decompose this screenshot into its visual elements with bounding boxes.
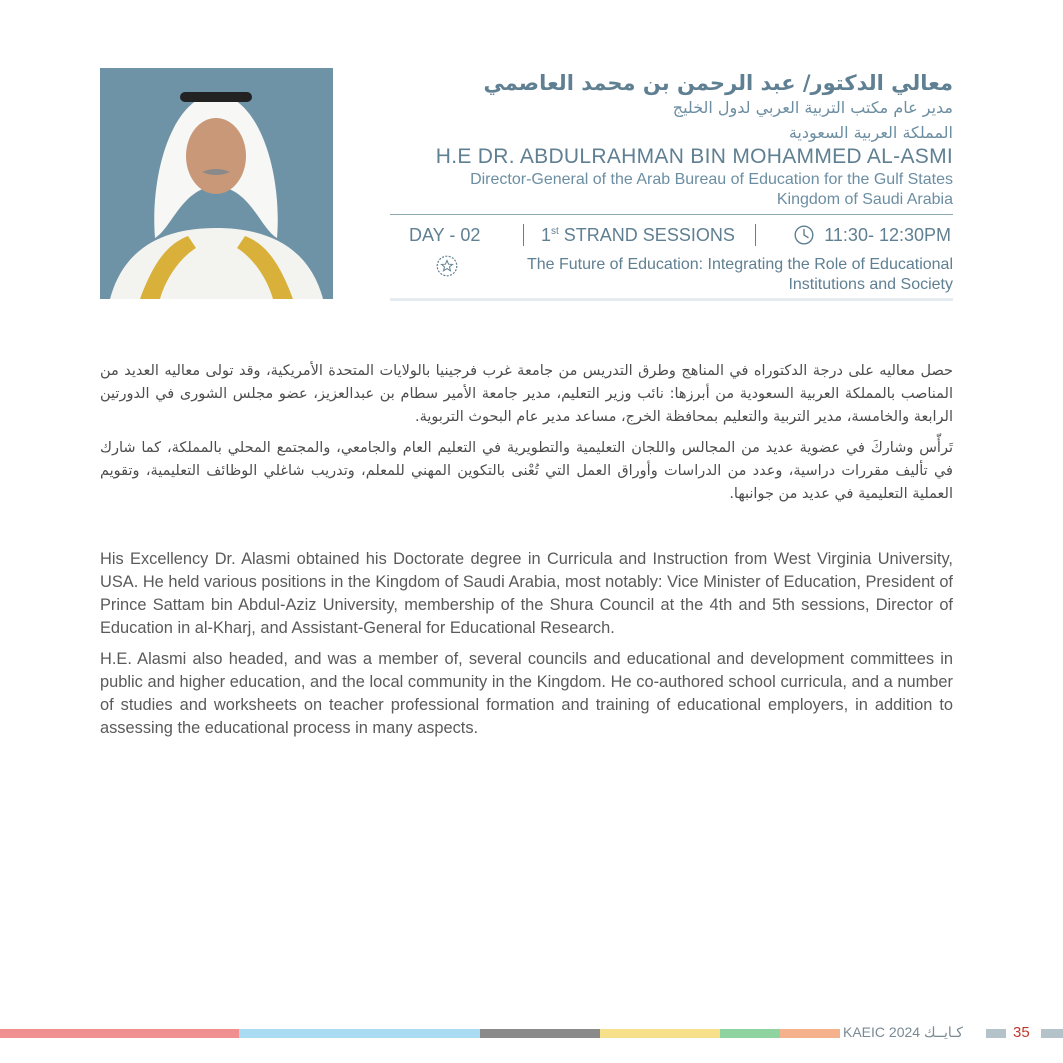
- footer-marker: [986, 1029, 1006, 1038]
- speaker-position-arabic: مدير عام مكتب التربية العربي لدول الخليج: [672, 98, 953, 117]
- biography-arabic: [100, 360, 953, 514]
- session-strand: [541, 225, 735, 246]
- speaker-name-arabic: معالي الدكتور/ عبد الرحمن بن محمد العاصمي: [483, 71, 953, 95]
- speaker-portrait-image: [100, 68, 333, 299]
- footer-marker: [1041, 1029, 1063, 1038]
- session-info-row: [390, 224, 953, 248]
- strand-ordinal: st: [551, 226, 559, 237]
- session-topic-line1: The Future of Education: Integrating the Role of Educational: [526, 256, 953, 273]
- bio-ar-paragraph: حصل معاليه على درجة الدكتوراه في المناهج وطرق التدريس من جامعة غرب فرجينيا بالولايات المتحدة الأمريكية، وقد تولى معاليه العديد من المناصب بالمملكة العربية السعودية من أبرزها: نائب وزير التعليم، مدير جامعة الأمير سطام بن عبدالعزيز، عضو مجلس الشورى في الدورتين الرابعة والخامسة، مدير التربية والتعليم بمحافظة الخرج، مساعد مدير عام البحوث التربوية.: [100, 363, 953, 425]
- bio-en-paragraph: H.E. Alasmi also headed, and was a member of, several councils and educational and development committees in public and higher education, and the local community in the Kingdom. He co-authored school curricula, and a number of studies and worksheets on teacher professional formation and training of educational employers, in addition to assessing the educational process in many aspects.: [100, 650, 953, 737]
- speaker-country-english: Kingdom of Saudi Arabia: [776, 191, 953, 208]
- biography-english: [100, 548, 953, 748]
- session-topic-line2: Institutions and Society: [788, 276, 953, 293]
- speaker-name-english: H.E DR. ABDULRAHMAN BIN MOHAMMED AL-ASMI: [435, 145, 953, 168]
- speaker-photo: [100, 68, 333, 299]
- strand-label: STRAND SESSIONS: [558, 225, 735, 245]
- divider: [755, 224, 756, 246]
- session-day: DAY - 02: [409, 225, 481, 245]
- star-badge-icon: [436, 255, 458, 277]
- session-time: 11:30- 12:30PM: [824, 225, 951, 245]
- footer-stripe-3: [480, 1029, 600, 1038]
- bio-ar-paragraph: تَرأّس وشاركَ في عضوية عديد من المجالس واللجان التعليمية والتطويرية في التعليم العام والجامعي، والمجتمع المحلي بالمملكة، كما شارك في تأليف مقررات دراسية، وعدد من الدراسات وأوراق العمل التي تُعْنى بالتكوين المهني للمعلم، وتدريب شاغلي الوظائف التعليمية، وتقويم العملية التعليمية في عديد من جوانبها.: [100, 440, 953, 502]
- header-divider: [390, 214, 953, 215]
- divider: [523, 224, 524, 246]
- footer-stripe-6: [780, 1029, 840, 1038]
- footer-stripe-5: [720, 1029, 780, 1038]
- footer-stripe-1: [0, 1029, 239, 1038]
- header-bottom-rule: [390, 298, 953, 301]
- page-number: 35: [1013, 1024, 1030, 1041]
- bio-en-paragraph: His Excellency Dr. Alasmi obtained his Doctorate degree in Curricula and Instruction from West Virginia University, USA. He held various positions in the Kingdom of Saudi Arabia, most notably: Vice Minister of Education, President of Prince Sattam bin Abdul-Aziz University, membership of the Shura Council at the 4th and 5th sessions, Director of Education in al-Kharj, and Assistant-General for Educational Research.: [100, 550, 953, 637]
- speaker-position-english: Director-General of the Arab Bureau of Education for the Gulf States: [470, 171, 953, 188]
- footer-event-label: KAEIC 2024 كـايــك: [843, 1024, 963, 1040]
- strand-number: 1: [541, 225, 552, 245]
- speaker-country-arabic: المملكة العربية السعودية: [788, 123, 953, 142]
- clock-icon: [794, 225, 814, 245]
- footer-stripe-2: [239, 1029, 480, 1038]
- footer-stripe-4: [600, 1029, 720, 1038]
